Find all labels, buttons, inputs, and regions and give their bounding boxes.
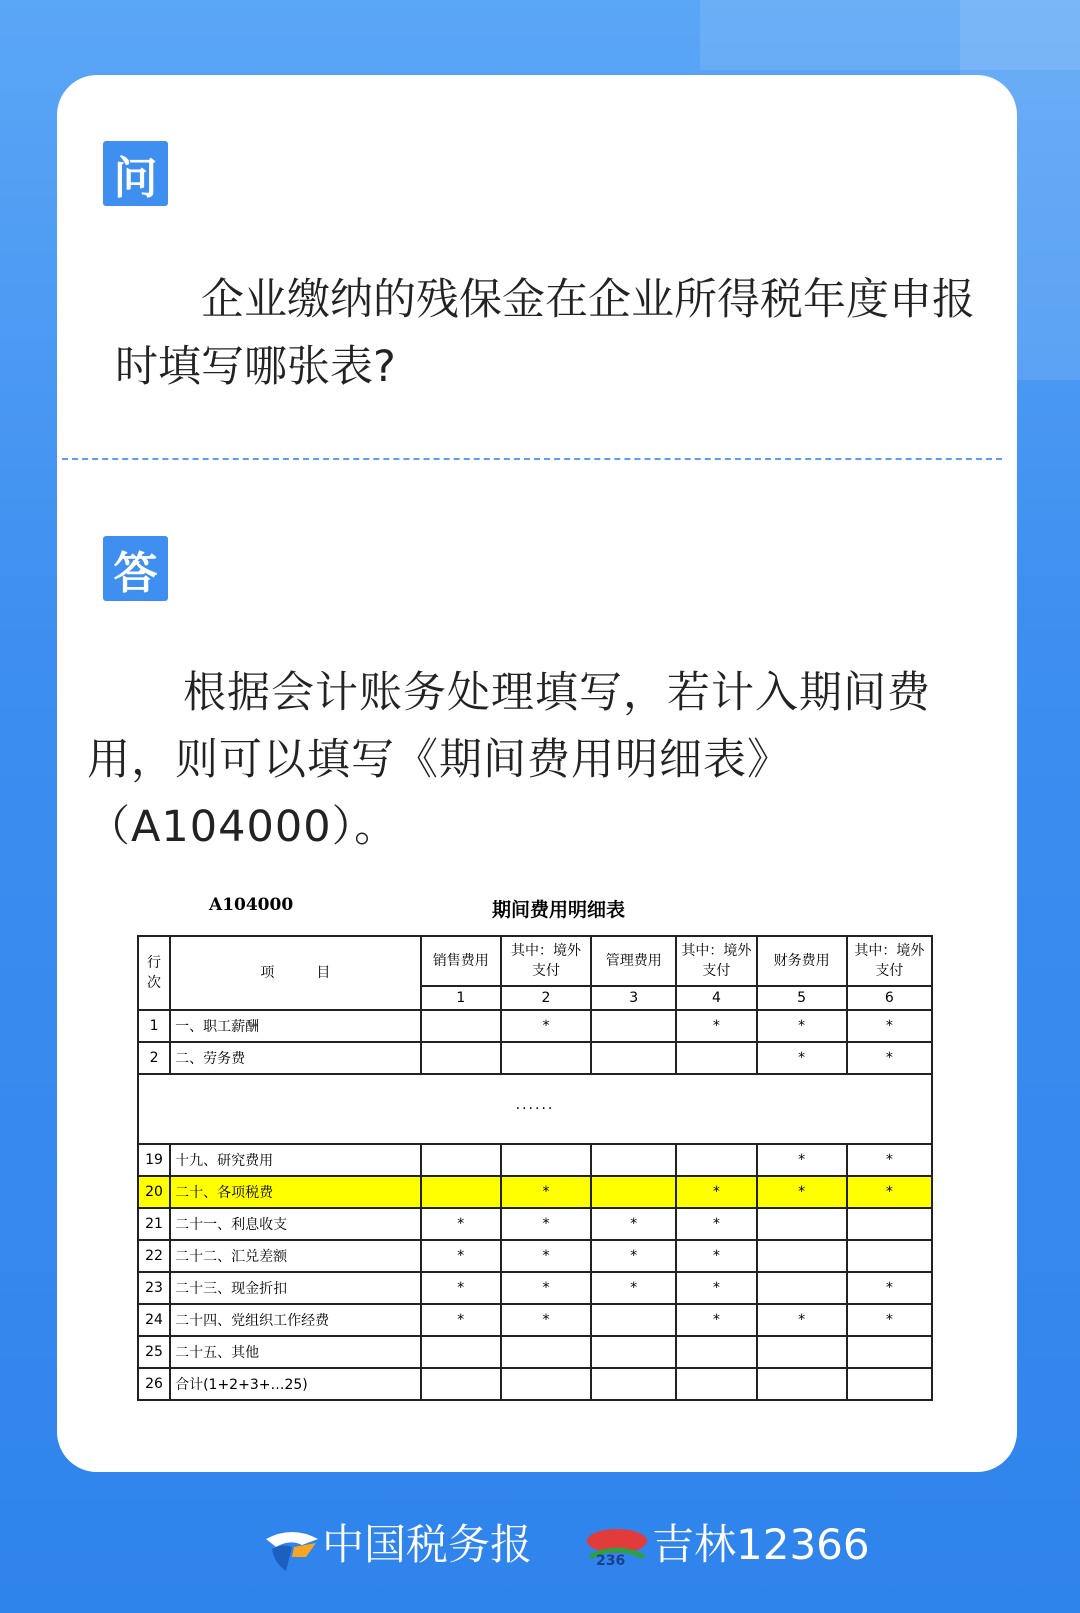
row-number: 20: [138, 1176, 170, 1208]
jilin-12366-logo-icon: [582, 1523, 652, 1569]
header-col: 财务费用: [757, 936, 847, 986]
col-number: 6: [847, 986, 932, 1010]
row-item: 二十四、党组织工作经费: [170, 1304, 421, 1336]
row-cell: *: [501, 1240, 591, 1272]
row-cell: [501, 1144, 591, 1176]
row-cell: [421, 1368, 501, 1400]
row-cell: [501, 1042, 591, 1074]
col-number: 1: [421, 986, 501, 1010]
row-cell: [501, 1336, 591, 1368]
footer-brand-1: 中国税务报: [322, 1520, 533, 1569]
table-row: [138, 1240, 932, 1272]
footer: [0, 1515, 1080, 1575]
table-title: 期间费用明细表: [492, 899, 626, 921]
row-cell: *: [847, 1272, 932, 1304]
row-item: 二十一、利息收支: [170, 1208, 421, 1240]
row-cell: *: [757, 1010, 847, 1042]
row-cell: [757, 1368, 847, 1400]
row-cell: *: [757, 1042, 847, 1074]
row-item: 二十五、其他: [170, 1336, 421, 1368]
row-cell: [757, 1336, 847, 1368]
col-number: 5: [757, 986, 847, 1010]
row-cell: [591, 1304, 676, 1336]
row-number: 1: [138, 1010, 170, 1042]
col-number: 4: [676, 986, 756, 1010]
tax-news-logo-icon: [262, 1527, 322, 1573]
row-cell: *: [421, 1240, 501, 1272]
row-cell: *: [591, 1240, 676, 1272]
header-col: 其中：境外支付: [847, 936, 932, 986]
row-cell: [591, 1336, 676, 1368]
row-cell: [676, 1144, 756, 1176]
row-item: 二十三、现金折扣: [170, 1272, 421, 1304]
table-row: [138, 1010, 932, 1042]
row-cell: *: [847, 1042, 932, 1074]
row-number: 25: [138, 1336, 170, 1368]
row-cell: *: [421, 1304, 501, 1336]
table-row: [138, 1304, 932, 1336]
table-header-row: [138, 936, 932, 986]
table-ellipsis: ······: [138, 1074, 932, 1144]
divider: [62, 458, 1002, 460]
row-cell: [591, 1010, 676, 1042]
row-cell: [757, 1240, 847, 1272]
row-cell: *: [847, 1010, 932, 1042]
row-cell: [421, 1042, 501, 1074]
table-code: A104000: [209, 895, 294, 915]
row-cell: *: [847, 1144, 932, 1176]
row-cell: *: [501, 1272, 591, 1304]
row-cell: *: [591, 1272, 676, 1304]
row-cell: [847, 1368, 932, 1400]
row-cell: *: [421, 1208, 501, 1240]
row-cell: *: [676, 1176, 756, 1208]
header-col: 管理费用: [591, 936, 676, 986]
row-cell: [421, 1010, 501, 1042]
row-cell: *: [757, 1304, 847, 1336]
row-cell: *: [847, 1176, 932, 1208]
header-col: 其中：境外支付: [676, 936, 756, 986]
row-cell: [501, 1368, 591, 1400]
row-cell: *: [591, 1208, 676, 1240]
row-item: 二十、各项税费: [170, 1176, 421, 1208]
row-cell: [676, 1336, 756, 1368]
row-item: 二、劳务费: [170, 1042, 421, 1074]
row-number: 22: [138, 1240, 170, 1272]
footer-brand-2: 吉林12366: [652, 1520, 870, 1569]
expense-table: [137, 935, 933, 1401]
table-row: [138, 1042, 932, 1074]
answer-text: 根据会计账务处理填写，若计入期间费用，则可以填写《期间费用明细表》（A104000）。: [87, 668, 931, 852]
row-number: 26: [138, 1368, 170, 1400]
table-row: [138, 1336, 932, 1368]
row-cell: *: [676, 1208, 756, 1240]
question-tag: 问: [103, 141, 168, 206]
table-ellipsis-row: [138, 1074, 932, 1144]
table-row: [138, 1272, 932, 1304]
row-cell: [847, 1208, 932, 1240]
row-cell: [591, 1176, 676, 1208]
row-number: 2: [138, 1042, 170, 1074]
row-number: 24: [138, 1304, 170, 1336]
svg-text:236: 236: [596, 1553, 626, 1569]
row-cell: *: [676, 1272, 756, 1304]
row-cell: *: [501, 1176, 591, 1208]
question-text: 企业缴纳的残保金在企业所得税年度申报时填写哪张表?: [115, 275, 975, 392]
row-cell: [676, 1368, 756, 1400]
row-cell: *: [757, 1144, 847, 1176]
header-col: 销售费用: [421, 936, 501, 986]
row-cell: [421, 1336, 501, 1368]
row-cell: *: [501, 1208, 591, 1240]
row-cell: [421, 1144, 501, 1176]
row-cell: [757, 1208, 847, 1240]
row-cell: [591, 1042, 676, 1074]
row-cell: *: [676, 1240, 756, 1272]
header-row-no: 行次: [138, 936, 170, 1010]
row-number: 21: [138, 1208, 170, 1240]
row-cell: [421, 1176, 501, 1208]
row-cell: *: [676, 1304, 756, 1336]
row-cell: *: [501, 1304, 591, 1336]
row-cell: [847, 1336, 932, 1368]
row-cell: *: [501, 1010, 591, 1042]
row-cell: [591, 1144, 676, 1176]
answer-tag: 答: [103, 536, 168, 601]
row-item: 十九、研究费用: [170, 1144, 421, 1176]
row-item: 二十二、汇兑差额: [170, 1240, 421, 1272]
row-cell: [591, 1368, 676, 1400]
col-number: 2: [501, 986, 591, 1010]
row-cell: *: [757, 1176, 847, 1208]
row-item: 合计(1+2+3+…25): [170, 1368, 421, 1400]
row-cell: [847, 1240, 932, 1272]
row-cell: *: [421, 1272, 501, 1304]
qa-card: [57, 75, 1017, 1472]
row-number: 19: [138, 1144, 170, 1176]
col-number: 3: [591, 986, 676, 1010]
row-item: 一、职工薪酬: [170, 1010, 421, 1042]
header-col: 其中：境外支付: [501, 936, 591, 986]
table-row: [138, 1144, 932, 1176]
row-cell: *: [847, 1304, 932, 1336]
table-row: [138, 1368, 932, 1400]
header-item: 项 目: [170, 936, 421, 1010]
row-cell: *: [676, 1010, 756, 1042]
table-row: [138, 1208, 932, 1240]
table-row: [138, 1176, 932, 1208]
row-cell: [676, 1042, 756, 1074]
row-number: 23: [138, 1272, 170, 1304]
row-cell: [757, 1272, 847, 1304]
